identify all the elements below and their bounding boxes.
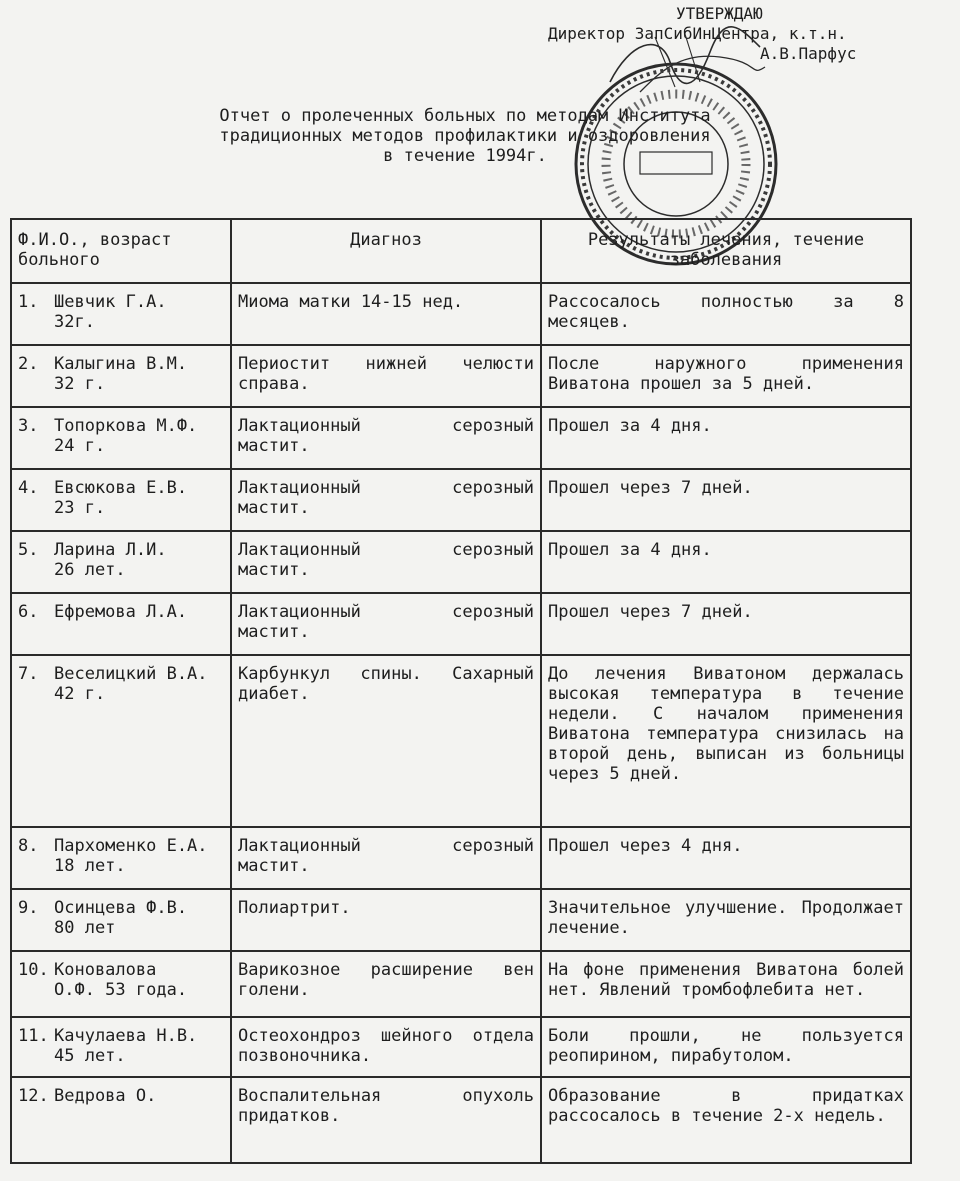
patient-age: 18 лет. xyxy=(54,856,126,876)
diagnosis-cell: Периостит нижней челюсти справа. xyxy=(231,345,541,407)
patient-name: Евсюкова Е.В. xyxy=(54,478,188,498)
patient-name: Ефремова Л.А. xyxy=(54,602,188,622)
approval-director: Директор ЗапСибИнЦентра, к.т.н. xyxy=(548,24,847,43)
diagnosis-cell: Лактационный серозный мастит. xyxy=(231,407,541,469)
table-row xyxy=(11,827,911,889)
report-table xyxy=(10,218,912,1164)
diagnosis-cell: Полиартрит. xyxy=(231,889,541,951)
patient-name: Качулаева Н.В. xyxy=(54,1026,198,1046)
row-number: 3. xyxy=(18,416,39,436)
table-row xyxy=(11,407,911,469)
title-line-2: традиционных методов профилактики и оздоровления xyxy=(219,126,711,146)
table-row xyxy=(11,469,911,531)
row-number: 7. xyxy=(18,664,39,684)
patient-age: 26 лет. xyxy=(54,560,126,580)
patient-cell xyxy=(11,889,231,951)
patient-cell xyxy=(11,951,231,1017)
patient-cell xyxy=(11,1017,231,1077)
diagnosis-cell: Лактационный серозный мастит. xyxy=(231,469,541,531)
result-cell: До лечения Виватоном держалась высокая температура в течение недели. С началом применения Виватона температура снизилась на второй день, выписан из больницы через 5 дней. xyxy=(541,655,911,827)
row-number: 6. xyxy=(18,602,39,622)
result-cell: Прошел за 4 дня. xyxy=(541,531,911,593)
result-cell: Прошел за 4 дня. xyxy=(541,407,911,469)
patient-age: 23 г. xyxy=(54,498,106,518)
patient-cell xyxy=(11,655,231,827)
table-row xyxy=(11,1017,911,1077)
patient-cell xyxy=(11,407,231,469)
result-cell: Значительное улучшение. Продолжает лечение. xyxy=(541,889,911,951)
table-row xyxy=(11,531,911,593)
title-line-1: Отчет о пролеченных больных по методам Института xyxy=(219,106,711,126)
patient-name: Топоркова М.Ф. xyxy=(54,416,198,436)
diagnosis-cell: Карбункул спины. Сахарный диабет. xyxy=(231,655,541,827)
table-row xyxy=(11,1077,911,1163)
result-cell: После наружного применения Виватона прошел за 5 дней. xyxy=(541,345,911,407)
header-patient: Ф.И.О., возраст больного xyxy=(11,219,231,283)
diagnosis-cell: Воспалительная опухоль придатков. xyxy=(231,1077,541,1163)
result-cell: Прошел через 7 дней. xyxy=(541,469,911,531)
patient-cell xyxy=(11,531,231,593)
patient-age: 80 лет xyxy=(54,918,116,938)
diagnosis-cell: Остеохондроз шейного отдела позвоночника. xyxy=(231,1017,541,1077)
patient-cell xyxy=(11,345,231,407)
patient-cell xyxy=(11,1077,231,1163)
row-number: 5. xyxy=(18,540,39,560)
result-cell: Прошел через 7 дней. xyxy=(541,593,911,655)
table-row xyxy=(11,951,911,1017)
patient-name: Веселицкий В.А. xyxy=(54,664,208,684)
result-cell: Прошел через 4 дня. xyxy=(541,827,911,889)
patient-age: 42 г. xyxy=(54,684,106,704)
patient-name: Калыгина В.М. xyxy=(54,354,188,374)
approval-heading: УТВЕРЖДАЮ xyxy=(676,4,763,23)
patient-name: Шевчик Г.А. xyxy=(54,292,167,312)
patient-name: Ларина Л.И. xyxy=(54,540,167,560)
approval-name: А.В.Парфус xyxy=(760,44,857,63)
header-result: Результаты лечения, течение заболевания xyxy=(541,219,911,283)
result-cell: На фоне применения Виватона болей нет. Явлений тромбофлебита нет. xyxy=(541,951,911,1017)
result-cell: Образование в придатках рассосалось в течение 2-х недель. xyxy=(541,1077,911,1163)
diagnosis-cell: Лактационный серозный мастит. xyxy=(231,531,541,593)
row-number: 2. xyxy=(18,354,39,374)
row-number: 1. xyxy=(18,292,39,312)
patient-cell xyxy=(11,827,231,889)
result-cell: Боли прошли, не пользуется реопирином, пирабутолом. xyxy=(541,1017,911,1077)
table-row xyxy=(11,283,911,345)
result-cell: Рассосалось полностью за 8 месяцев. xyxy=(541,283,911,345)
table-row xyxy=(11,889,911,951)
patient-cell xyxy=(11,469,231,531)
title-line-3: в течение 1994г. xyxy=(383,146,547,166)
patient-age: 24 г. xyxy=(54,436,106,456)
patient-name: Пархоменко Е.А. xyxy=(54,836,208,856)
patient-age: 45 лет. xyxy=(54,1046,126,1066)
patient-name: Осинцева Ф.В. xyxy=(54,898,188,918)
table-row xyxy=(11,655,911,827)
row-number: 12. xyxy=(18,1086,49,1106)
patient-age: 32г. xyxy=(54,312,95,332)
patient-cell xyxy=(11,593,231,655)
patient-age: 32 г. xyxy=(54,374,106,394)
row-number: 4. xyxy=(18,478,39,498)
row-number: 10. xyxy=(18,960,49,980)
header-diagnosis: Диагноз xyxy=(231,219,541,283)
patient-age: О.Ф. 53 года. xyxy=(54,980,188,1000)
row-number: 11. xyxy=(18,1026,49,1046)
table-row xyxy=(11,345,911,407)
patient-name: Ведрова О. xyxy=(54,1086,157,1106)
table-row xyxy=(11,593,911,655)
table-header-row xyxy=(11,219,911,283)
diagnosis-cell: Миома матки 14-15 нед. xyxy=(231,283,541,345)
diagnosis-cell: Лактационный серозный мастит. xyxy=(231,593,541,655)
row-number: 8. xyxy=(18,836,39,856)
patient-cell xyxy=(11,283,231,345)
patient-name: Коновалова xyxy=(54,960,157,980)
diagnosis-cell: Лактационный серозный мастит. xyxy=(231,827,541,889)
report-title xyxy=(120,106,810,166)
row-number: 9. xyxy=(18,898,39,918)
diagnosis-cell: Варикозное расширение вен голени. xyxy=(231,951,541,1017)
